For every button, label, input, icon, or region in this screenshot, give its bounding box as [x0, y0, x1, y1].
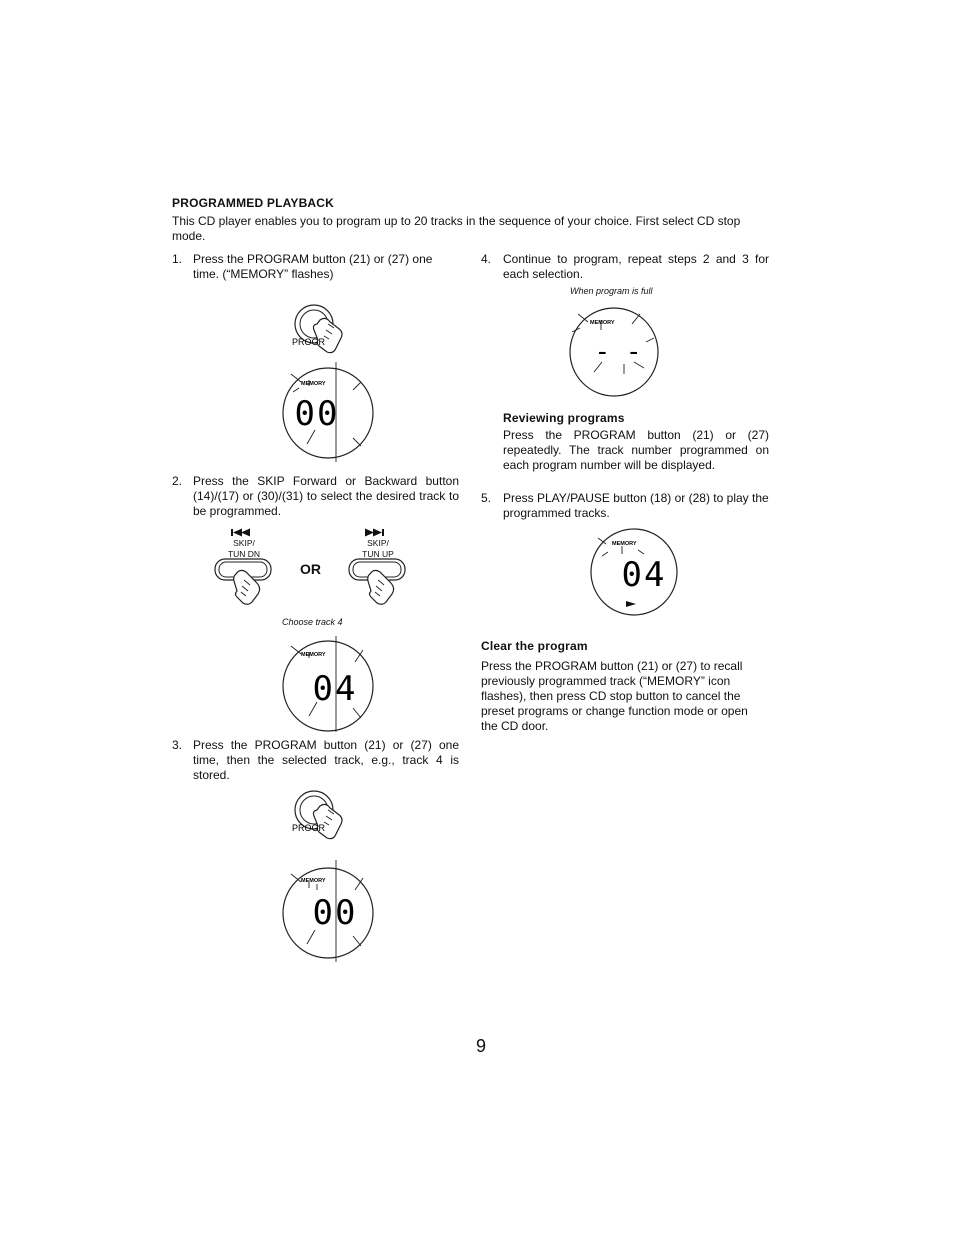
lcd-display-00-step3 — [279, 860, 379, 964]
lcd-display-play — [590, 528, 682, 620]
skip-forward-icon — [365, 528, 393, 538]
step-4-number: 4. — [481, 252, 492, 266]
clear-text: Press the PROGRAM button (21) or (27) to recall previously programmed track (“MEMORY” icon flashes), then press CD stop button to cancel the preset programs or change function mode or open the CD door. — [481, 659, 748, 733]
step-2-text: Press the SKIP Forward or Backward button (14)/(17) or (30)/(31) to select the desired track to be programmed. — [193, 474, 459, 518]
skip-back-icon — [231, 528, 259, 538]
caption-choose-track: Choose track 4 — [282, 617, 343, 627]
lcd-display-00-step1 — [279, 362, 379, 472]
skip-up-button-figure — [348, 558, 412, 608]
memory-icon-1: MEMORY — [301, 381, 326, 387]
step-1-number: 1. — [172, 252, 183, 266]
memory-icon-2: MEMORY — [301, 652, 326, 658]
step-4-text: Continue to program, repeat steps 2 and 3 for each selection. — [503, 252, 769, 281]
prog-label-2: PROGR — [292, 823, 326, 833]
skip-dn-label: SKIP/ — [233, 538, 255, 548]
section-title: PROGRAMMED PLAYBACK — [172, 196, 335, 210]
or-label: OR — [300, 561, 321, 577]
caption-program-full: When program is full — [570, 286, 653, 296]
step-1-text: Press the PROGRAM button (21) or (27) one time. (“MEMORY” flashes) — [193, 252, 433, 281]
lcd-display-full — [568, 306, 664, 398]
skip-up-label: SKIP/ — [367, 538, 389, 548]
prog-label-1: PROGR — [292, 337, 326, 347]
program-button-figure-2 — [290, 786, 360, 841]
step-3-text: Press the PROGRAM button (21) or (27) one time, then the selected track, e.g., track 4 is stored. — [193, 738, 459, 782]
reviewing-text: Press the PROGRAM button (21) or (27) repeatedly. The track number programmed on each program number will be displayed. — [503, 428, 769, 472]
tun-up-label: TUN UP — [362, 549, 394, 559]
display-digits-5: 04 — [621, 555, 667, 595]
step-2-number: 2. — [172, 474, 183, 488]
display-digits-1: 00 — [294, 394, 340, 434]
memory-icon-4: MEMORY — [590, 320, 615, 326]
play-icon — [626, 601, 636, 607]
program-button-figure-1 — [290, 300, 360, 355]
memory-icon-5: MEMORY — [612, 541, 637, 547]
skip-dn-button-figure — [214, 558, 278, 608]
step-3-number: 3. — [172, 738, 183, 752]
reviewing-title: Reviewing programs — [503, 411, 625, 425]
step-5-number: 5. — [481, 491, 492, 505]
page-number: 9 — [476, 1036, 487, 1056]
memory-icon-3: MEMORY — [301, 878, 326, 884]
display-digits-2: 04 — [312, 669, 358, 709]
tun-dn-label: TUN DN — [227, 549, 261, 559]
display-dashes: - - — [594, 337, 642, 367]
display-digits-3: 00 — [312, 893, 358, 933]
lcd-display-04-step2 — [279, 636, 379, 736]
step-5-text: Press PLAY/PAUSE button (18) or (28) to play the programmed tracks. — [503, 491, 769, 520]
intro-paragraph: This CD player enables you to program up to 20 tracks in the sequence of your choice. First select CD stop mode. — [172, 214, 741, 243]
clear-title: Clear the program — [481, 639, 588, 653]
